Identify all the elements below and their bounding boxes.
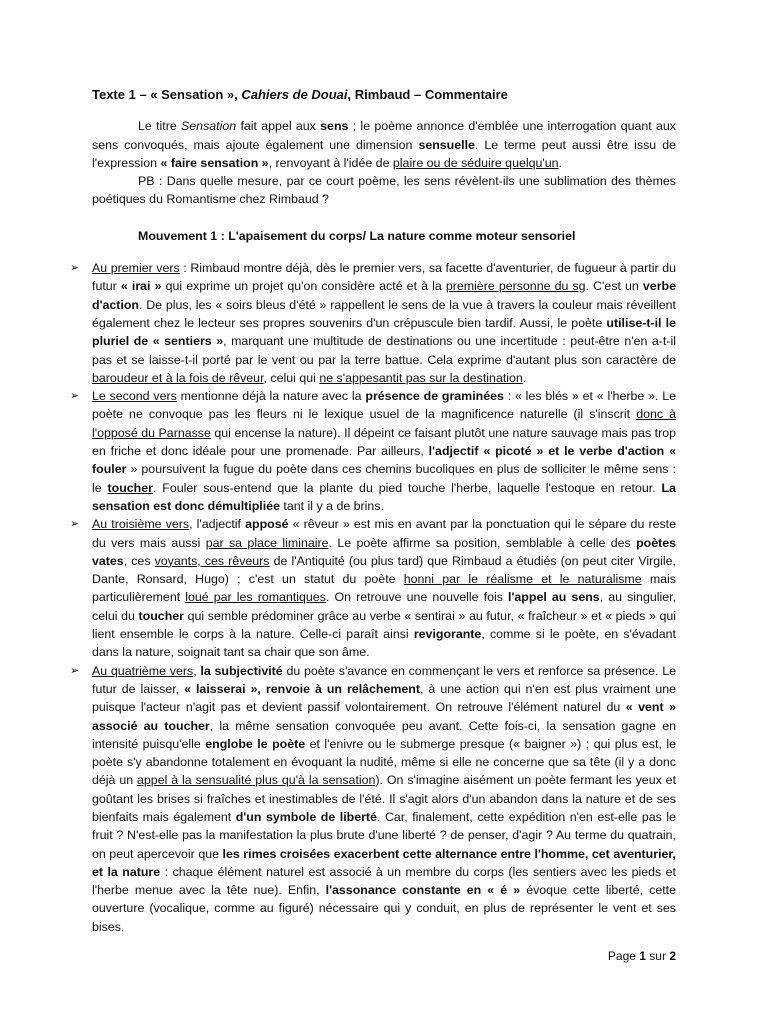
- text-run: utilise-t-il le pluriel de « sentiers »: [92, 315, 676, 349]
- text-run: la subjectivité: [200, 663, 283, 678]
- text-run: Le titre: [138, 119, 182, 134]
- text-run: . De plus, les « soirs bleus d'été » rappellent le sens de la vue à travers la couleur mais réveillent également chez le lecteur ses propres souvenirs d'un crépuscule bien tardif. Aussi, le poète: [92, 297, 676, 330]
- of-label: sur: [649, 949, 666, 963]
- text-run: du poète s'avance en commençant le vers et renforce sa présence. Le futur de laisser,: [92, 663, 677, 696]
- text-run: plaire ou de séduire quelqu'un: [392, 155, 559, 170]
- text-run: sensuelle: [418, 137, 475, 152]
- text-run: sens: [320, 119, 349, 134]
- text-run: mentionne déjà la nature avec la: [176, 389, 366, 404]
- text-run: fait appel aux: [236, 119, 321, 134]
- text-run: toucher: [138, 608, 184, 623]
- text-run: , au singulier, celui du: [92, 590, 677, 623]
- current-page-number: 1: [639, 949, 646, 963]
- text-run: apposé: [245, 517, 289, 532]
- arrow-bullet-icon: ➢: [70, 518, 80, 531]
- text-run: Au premier vers: [92, 261, 180, 276]
- text-run: Au quatrième vers: [92, 663, 194, 678]
- text-run: par sa place liminaire: [205, 535, 329, 550]
- text-run: . On retrouve une nouvelle fois: [325, 590, 509, 605]
- text-run: et l'enivre ou le submerge presque (« baigner ») ; qui plus est, le poète s'y abandonne totalement en évoquant la nudité, même si elle ne concerne que sa tête (il y a donc déjà un: [92, 736, 677, 788]
- text-run: , ces: [123, 553, 155, 568]
- text-run: revigorante: [413, 627, 482, 642]
- text-run: tant il y a de brins.: [279, 498, 384, 513]
- text-run: présence de graminées: [365, 389, 504, 404]
- analysis-list: [70, 259, 677, 936]
- text-run: verbe d'action: [92, 279, 676, 312]
- text-run: Sensation: [181, 119, 237, 134]
- text-run: « vent » associé au toucher: [92, 700, 676, 733]
- text-run: honni par le réalisme et le naturalisme: [403, 572, 642, 587]
- text-run: ne s'appesantit pas sur la destination: [319, 370, 523, 385]
- text-run: La sensation est donc démultipliée: [92, 480, 677, 513]
- movement-heading: Mouvement 1 : L'apaisement du corps/ La nature comme moteur sensoriel: [138, 228, 576, 243]
- text-run: Le second vers: [92, 389, 177, 404]
- text-run: Au troisième vers: [92, 517, 190, 532]
- text-run: : Rimbaud montre déjà, dès le premier vers, sa facette d'aventurier, de fugueur à partir du futur: [92, 261, 676, 294]
- text-run: « irai »: [120, 279, 162, 294]
- text-run: « rêveur » est mis en avant par la ponctuation qui le sépare du reste du vers mais aussi: [92, 517, 676, 550]
- text-run: d'un symbole de liberté: [235, 809, 377, 824]
- list-item: [70, 387, 677, 515]
- text-run: appel à la sensualité plus qu'à la sensation: [137, 773, 376, 788]
- text-run: donc à l'opposé du Parnasse: [92, 407, 677, 440]
- text-run: . Le poète affirme sa position, semblable à celle des: [328, 535, 637, 550]
- arrow-bullet-icon: ➢: [70, 262, 80, 275]
- text-run: évoque cette liberté, cette ouverture (vocalique, comme au figuré) nécessaire qui y conduit, en plus de représenter le vent et ses bises.: [92, 883, 676, 934]
- text-run: l'assonance constante en « é »: [325, 883, 521, 898]
- document-title: [92, 86, 676, 104]
- text-run: qui exprime un projet qu'on considère acté et à la: [161, 279, 446, 294]
- list-item-text: [92, 664, 676, 934]
- text-run: , comme si le poète, en s'évadant dans la nature, soignait tant sa chair que son âme.: [92, 627, 676, 660]
- text-run: .: [558, 155, 562, 170]
- text-run: qui encense la nature). Il dépeint ce faisant plutôt une nature sauvage mais pas trop en friche et donc idéale pour une promenade. Par ailleurs,: [92, 425, 676, 459]
- text-run: , l'adjectif: [189, 517, 246, 532]
- list-item: [70, 259, 677, 387]
- document-page: [70, 86, 677, 936]
- page-label: Page: [607, 949, 636, 963]
- text-run: . C'est un: [585, 279, 643, 294]
- text-run: , marquant une multitude de destinations ou une incertitude : peut-être n'en a-t-il pas et se laisse-t-il porté par le vent ou par la terre battue. Cela exprime d'autant plus son caractère de: [92, 334, 677, 367]
- text-run: loué par les romantiques: [185, 590, 326, 605]
- text-run: englobe le poète: [205, 736, 306, 751]
- text-run: : « les blés » et « l'herbe ». Le poète ne convoque pas les fleurs ni le lexique usuel de la magnificence naturelle (il s'inscrit: [92, 389, 677, 422]
- list-item: [70, 515, 677, 661]
- text-run: l'adjectif « picoté » et le verbe d'action « fouler: [92, 444, 677, 477]
- text-run: , celui qui: [263, 370, 320, 385]
- text-run: , la même sensation convoquée peu avant. Cette fois-ci, la sensation gagne en intensité puisqu'elle: [92, 718, 676, 751]
- list-item-text: [92, 389, 676, 513]
- text-run: . Car, finalement, cette expédition n'en est-elle pas le fruit ? N'est-elle pas la manifestation la plus brute d'une liberté ? de penser, d'agir ? Au terme du quatrain, on peut apercevoir que: [92, 809, 676, 861]
- list-item: [70, 662, 677, 936]
- text-run: ,: [193, 663, 201, 678]
- total-page-count: 2: [669, 949, 676, 963]
- text-run: première personne du sg: [445, 279, 586, 294]
- text-run: Cahiers de Douai: [241, 87, 348, 102]
- text-run: voyants, ces rêveurs: [154, 553, 270, 568]
- text-run: poètes vates: [92, 535, 677, 568]
- text-run: toucher: [107, 480, 153, 495]
- list-item-text: [92, 517, 676, 659]
- text-run: « faire sensation »: [160, 155, 269, 170]
- text-run: » poursuivent la fugue du poète dans ces chemins bucoliques en plus de solliciter le même sens : le: [92, 462, 676, 495]
- text-run: , à une action qui n'en est plus vraiment une puisque l'acteur n'agit pas et devient passif volontairement. On retrouve l'élément naturel du: [92, 681, 677, 715]
- text-run: les rimes croisées exacerbent cette alternance entre l'homme, cet aventurier, et la nature: [92, 846, 676, 879]
- arrow-bullet-icon: ➢: [70, 390, 80, 403]
- text-run: Texte 1 – « Sensation »,: [92, 87, 242, 102]
- text-run: ). On s'imagine aisément un poète fermant les yeux et goûtant les brises si fraîches et inestimables de l'été. Il s'agit alors d'un abandon dans la nature et de ses bienfaits mais également: [92, 773, 677, 824]
- text-run: : chaque élément naturel est associé à un membre du corps (les sentiers avec les pieds et l'herbe menue avec la tête nue). Enfin,: [92, 864, 677, 898]
- text-run: « laisserai », renvoie à un relâchement: [184, 681, 420, 696]
- page-number-footer: [608, 947, 676, 965]
- text-run: .: [522, 370, 527, 385]
- text-run: PB : Dans quelle mesure, par ce court poème, les sens révèlent-ils une sublimation des thèmes poétiques du Romantisme chez Rimbaud ?: [92, 174, 676, 207]
- text-run: ; le poème annonce d'emblée une interrogation quant aux sens convoqués, mais ajoute également une dimension: [92, 119, 676, 152]
- text-run: . Le terme peut aussi être issu de l'expression: [92, 137, 676, 170]
- text-run: . Fouler sous-entend que la plante du pied touche l'herbe, laquelle l'estoque en retour.: [152, 480, 662, 495]
- text-run: , Rimbaud – Commentaire: [347, 87, 508, 102]
- intro-paragraph: [92, 117, 676, 172]
- text-run: de l'Antiquité (ou plus tard) que Rimbaud a étudiés (on peut citer Virgile, Dante, Ronsard, Hugo) ; c'est un statut du poète: [92, 553, 676, 587]
- text-run: mais particulièrement: [92, 572, 676, 605]
- problematique-paragraph: [92, 172, 676, 209]
- text-run: , renvoyant à l'idée de: [268, 155, 393, 170]
- text-run: baroudeur et à la fois de rêveur: [92, 370, 264, 385]
- list-item-text: [92, 261, 676, 385]
- arrow-bullet-icon: ➢: [70, 664, 80, 677]
- text-run: qui semble prédominer grâce au verbe « sentirai » au futur, « fraîcheur » et « pieds » qui lient ensemble le corps à la nature. Celle-ci paraît ainsi: [92, 608, 677, 642]
- text-run: l'appel au sens: [508, 590, 600, 605]
